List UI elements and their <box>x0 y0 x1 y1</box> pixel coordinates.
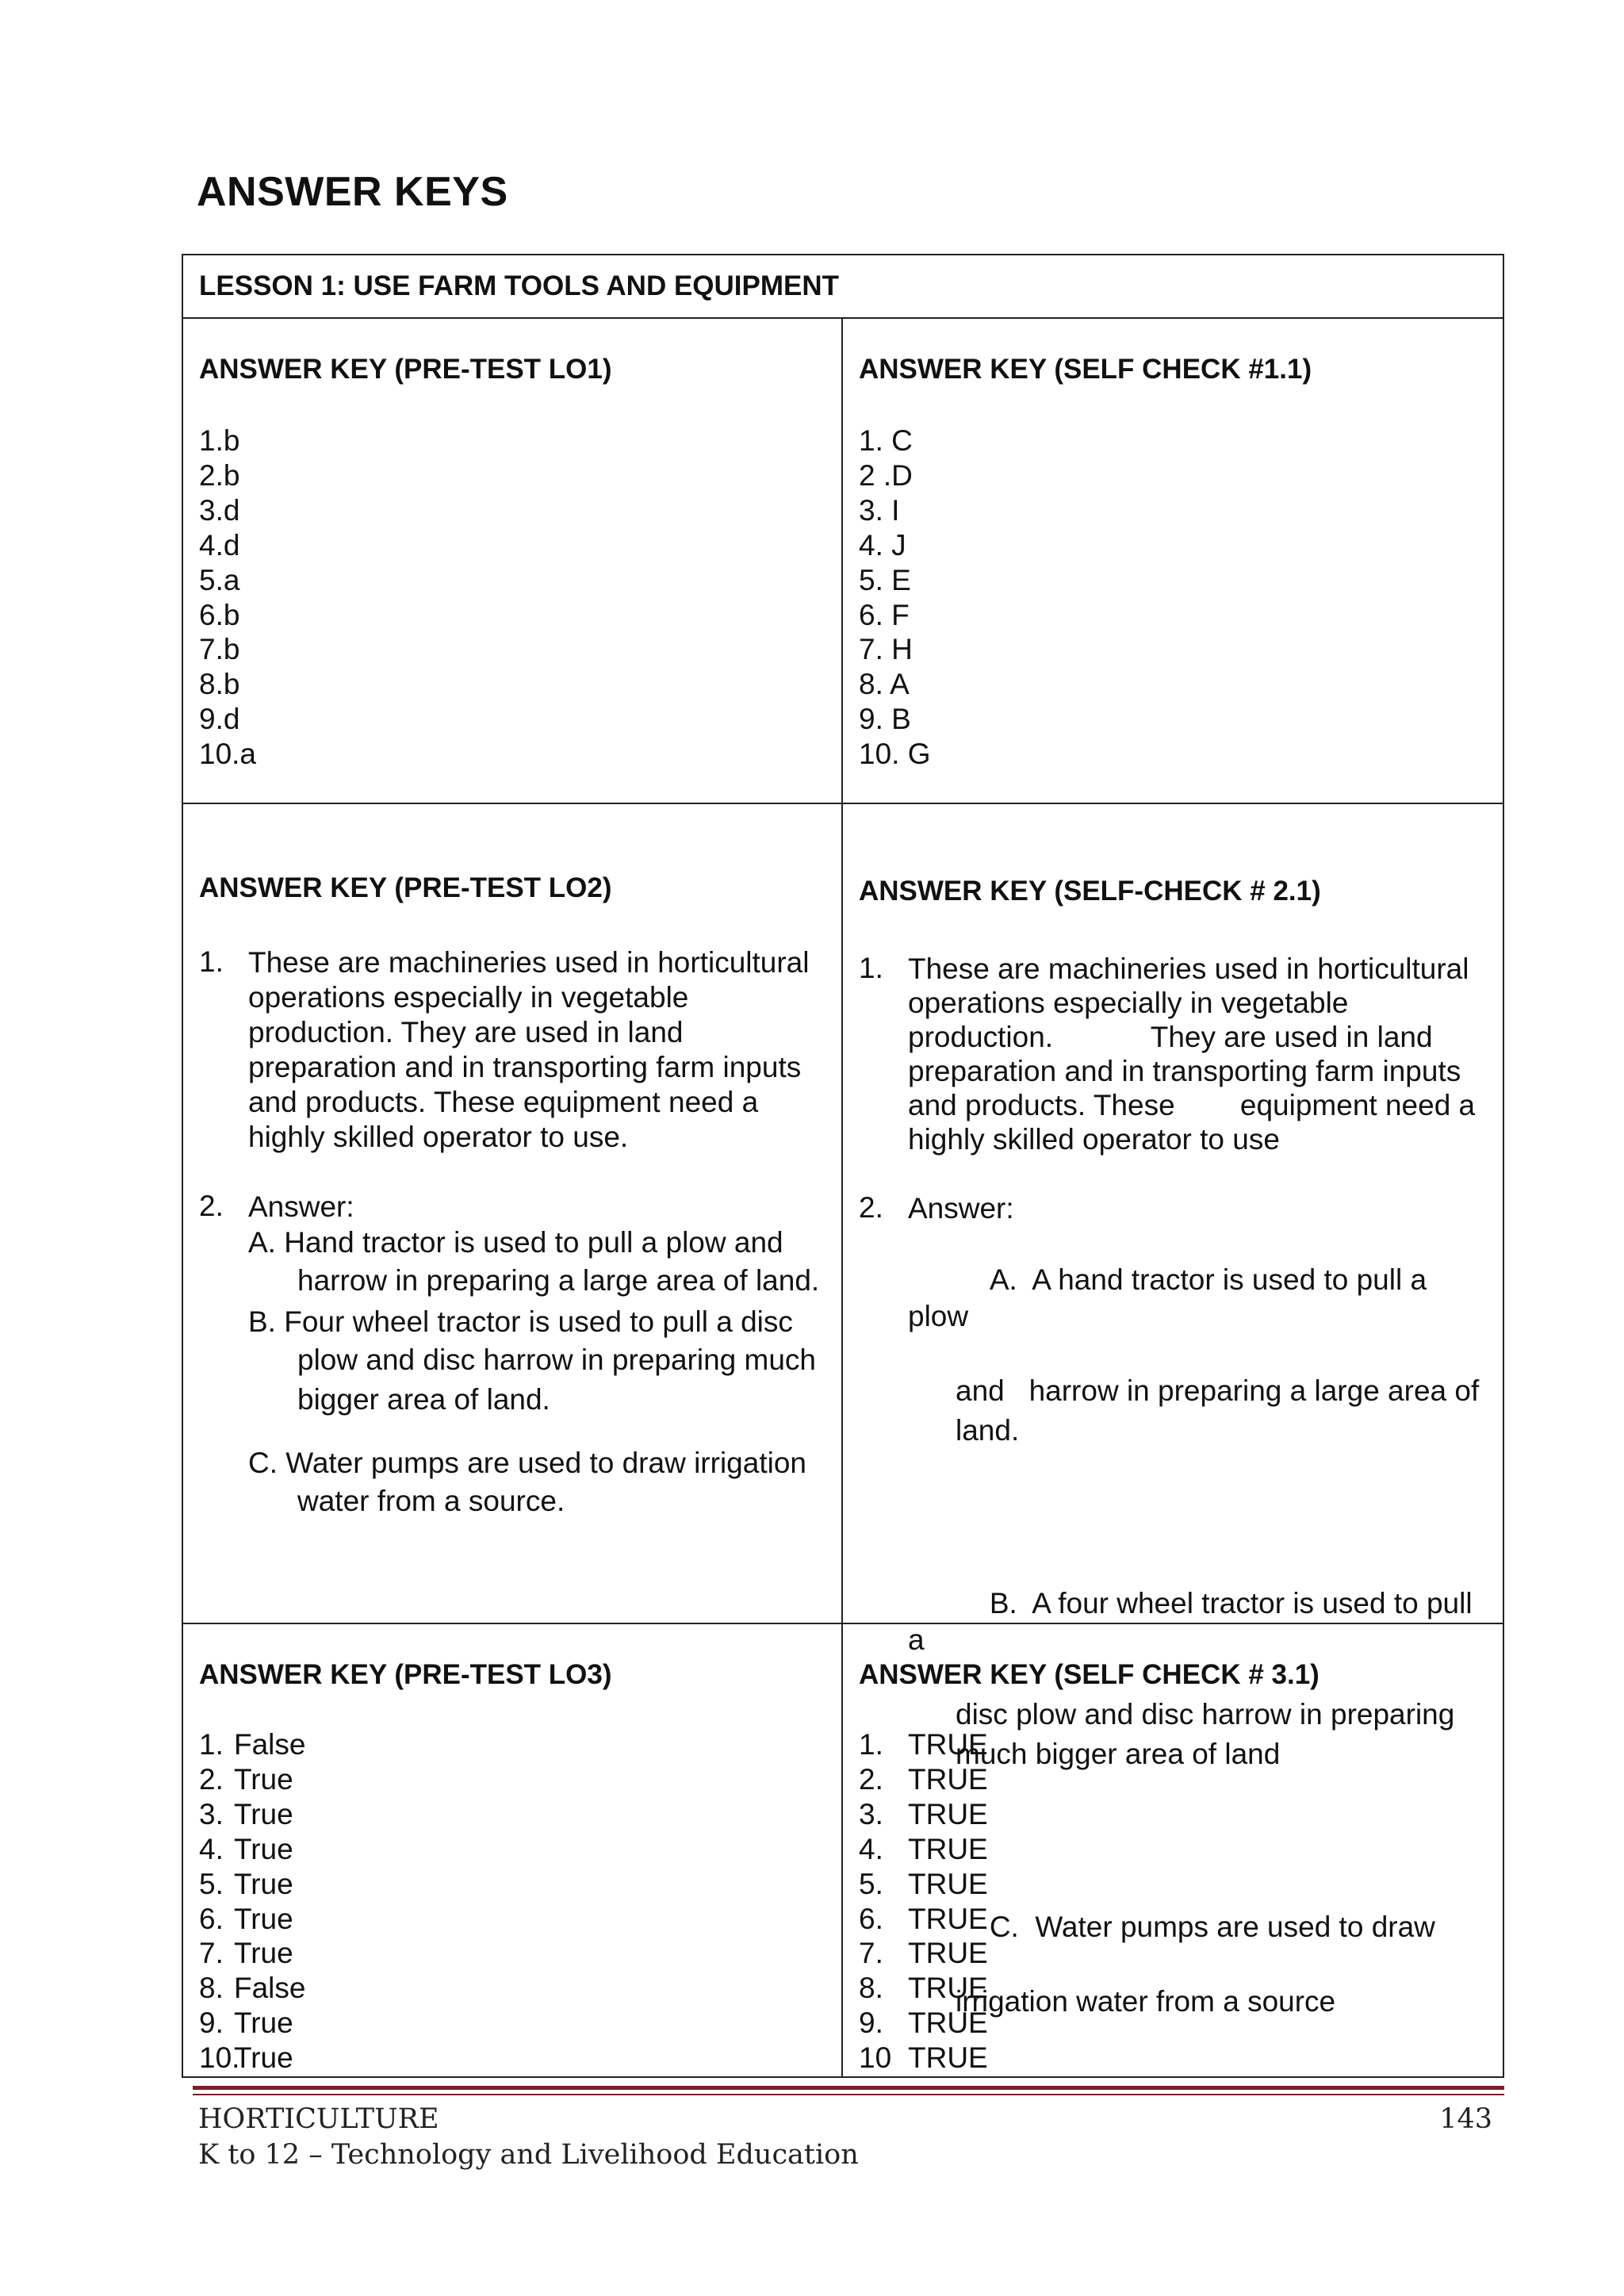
question-1 <box>859 952 1487 1156</box>
selfcheck-3-1-cell <box>843 1624 1503 2076</box>
sub-answer-continuation: harrow in preparing a large area of land. <box>297 1264 820 1297</box>
question-1 <box>199 945 825 1155</box>
item-value: TRUE <box>908 1762 988 1796</box>
lesson-title: LESSON 1: USE FARM TOOLS AND EQUIPMENT <box>183 255 1503 319</box>
list-item: 10. G <box>859 738 931 771</box>
pretest-lo3-cell <box>183 1624 843 2076</box>
question-answer-text: These are machineries used in horticultural operations especially in vegetable production. They are used in land preparation and in transporting farm inputs and products. These equipment need a highly skilled operator to use. <box>248 946 810 1153</box>
list-item <box>199 2006 305 2041</box>
question-number: 2. <box>199 1190 224 1222</box>
sub-answer-a <box>908 1225 1487 1524</box>
list-item: 5. E <box>859 563 911 596</box>
pretest-lo3-answers <box>199 1727 305 2076</box>
item-value: TRUE <box>908 2041 988 2075</box>
list-item: 4. J <box>859 528 906 562</box>
item-value: False <box>234 1728 306 1761</box>
selfcheck-1-1-cell <box>843 319 1503 803</box>
item-value: TRUE <box>908 2007 988 2040</box>
item-number: 1. <box>199 1728 224 1761</box>
item-number: 4. <box>199 1832 224 1865</box>
question-2 <box>859 1191 1487 1225</box>
item-value: True <box>234 2041 293 2075</box>
item-number: 2. <box>859 1762 883 1796</box>
sub-answer-first-line: B. Four wheel tractor is used to pull a disc <box>248 1305 793 1338</box>
list-item: 6. F <box>859 598 910 631</box>
sub-answer-c <box>248 1445 825 1521</box>
sub-answer-continuation: plow and disc harrow in preparing much bigger area of land. <box>297 1343 817 1416</box>
item-number: 1. <box>859 1728 883 1761</box>
item-value: TRUE <box>908 1832 988 1865</box>
pretest-lo2-heading: ANSWER KEY (PRE-TEST LO2) <box>199 872 612 903</box>
item-value: True <box>234 1832 293 1865</box>
item-number: 7. <box>859 1937 883 1970</box>
list-item: 9. B <box>859 703 911 736</box>
sub-answer-first-line: B. A four wheel tractor is used to pull a <box>908 1587 1480 1656</box>
list-item <box>199 1797 305 1832</box>
item-number: 5. <box>859 1867 883 1900</box>
question-number: 1. <box>199 945 224 978</box>
list-item <box>859 1797 988 1832</box>
selfcheck-3-1-heading: ANSWER KEY (SELF CHECK # 3.1) <box>859 1659 1320 1690</box>
list-item <box>199 2041 305 2076</box>
list-item <box>199 1727 305 1762</box>
list-item: 3. I <box>859 493 900 527</box>
list-item <box>859 1971 988 2006</box>
item-number: 8. <box>199 1972 224 2005</box>
answer-row-1 <box>183 319 1503 804</box>
pretest-lo1-cell <box>183 319 843 803</box>
item-number: 7. <box>199 1937 224 1970</box>
page-title: ANSWER KEYS <box>197 169 508 215</box>
sub-answer-first-line: C. Water pumps are used to draw irrigation <box>248 1447 806 1479</box>
sub-answer-b <box>248 1304 825 1420</box>
list-item: 4.d <box>199 528 240 562</box>
question-answer-label: Answer: <box>248 1190 354 1223</box>
list-item <box>199 1867 305 1902</box>
sub-answer-first-line: A. A hand tractor is used to pull a plow <box>908 1263 1435 1332</box>
item-number: 9. <box>199 2007 224 2040</box>
item-value: True <box>234 1762 293 1796</box>
sub-answer-a <box>248 1225 825 1301</box>
list-item <box>859 2041 988 2076</box>
sub-answer-first-line: A. Hand tractor is used to pull a plow and <box>248 1226 783 1259</box>
pretest-lo2-answers <box>199 945 825 1521</box>
item-value: TRUE <box>908 1902 988 1935</box>
list-item <box>199 1971 305 2006</box>
item-value: True <box>234 1797 293 1830</box>
sub-answer-continuation: and harrow in preparing a large area of land. <box>956 1374 1488 1447</box>
item-number: 8. <box>859 1972 883 2005</box>
item-value: TRUE <box>908 1937 988 1970</box>
item-number: 3. <box>199 1797 224 1830</box>
list-item: 9.d <box>199 703 240 736</box>
selfcheck-1-1-heading: ANSWER KEY (SELF CHECK #1.1) <box>859 354 1312 385</box>
list-item <box>859 1832 988 1867</box>
item-number: 10. <box>199 2041 240 2075</box>
list-item <box>199 1832 305 1867</box>
item-value: False <box>234 1972 306 2005</box>
question-2 <box>199 1190 825 1225</box>
item-number: 3. <box>859 1797 883 1830</box>
selfcheck-1-1-answers <box>859 424 931 772</box>
item-number: 5. <box>199 1867 224 1900</box>
list-item: 10.a <box>199 738 257 771</box>
list-item: 7. H <box>859 633 913 666</box>
item-value: TRUE <box>908 1797 988 1830</box>
list-item: 2 .D <box>859 458 913 492</box>
list-item <box>859 1936 988 1971</box>
list-item: 2.b <box>199 458 240 492</box>
list-item: 8. A <box>859 668 910 701</box>
item-value: TRUE <box>908 1867 988 1900</box>
item-value: True <box>234 2007 293 2040</box>
item-number: 2. <box>199 1762 224 1796</box>
answer-row-3 <box>183 1624 1503 2076</box>
list-item <box>199 1936 305 1971</box>
list-item <box>199 1902 305 1937</box>
selfcheck-3-1-answers <box>859 1727 988 2076</box>
sub-answer-continuation: disc plow and disc harrow in preparing much bigger area of land <box>956 1698 1463 1770</box>
page-number: 143 <box>1439 2103 1492 2135</box>
question-answer-text: These are machineries used in horticultural operations especially in vegetable production. They are used in land preparation and in transporting farm inputs and products. These equipment need a highly skilled operator to use <box>908 953 1484 1156</box>
answer-key-table <box>182 254 1504 2078</box>
item-value: TRUE <box>908 1972 988 2005</box>
list-item <box>199 1762 305 1797</box>
list-item: 7.b <box>199 633 240 666</box>
footer-subject: HORTICULTURE <box>198 2103 439 2135</box>
pretest-lo2-cell <box>183 804 843 1623</box>
list-item: 6.b <box>199 598 240 631</box>
item-number: 6. <box>859 1902 883 1935</box>
pretest-lo3-heading: ANSWER KEY (PRE-TEST LO3) <box>199 1659 612 1690</box>
list-item <box>859 1762 988 1797</box>
list-item: 1. C <box>859 424 913 457</box>
list-item: 8.b <box>199 668 240 701</box>
item-value: TRUE <box>908 1728 988 1761</box>
list-item <box>859 1727 988 1762</box>
selfcheck-2-1-heading: ANSWER KEY (SELF-CHECK # 2.1) <box>859 876 1321 907</box>
item-number: 6. <box>199 1902 224 1935</box>
pretest-lo1-answers <box>199 424 256 772</box>
list-item <box>859 1867 988 1902</box>
question-number: 2. <box>859 1191 883 1224</box>
list-item <box>859 2006 988 2041</box>
list-item <box>859 1902 988 1937</box>
item-value: True <box>234 1867 293 1900</box>
item-number: 9. <box>859 2007 883 2040</box>
item-number: 10 <box>859 2041 892 2075</box>
footer-divider <box>193 2086 1504 2095</box>
sub-answer-continuation: water from a source. <box>297 1485 565 1517</box>
sub-answer-continuation: irrigation water from a source <box>956 1985 1336 2018</box>
question-answer-label: Answer: <box>908 1192 1014 1225</box>
item-value: True <box>234 1902 293 1935</box>
pretest-lo1-heading: ANSWER KEY (PRE-TEST LO1) <box>199 354 612 385</box>
item-value: True <box>234 1937 293 1970</box>
list-item: 3.d <box>199 493 240 527</box>
list-item: 5.a <box>199 563 240 596</box>
list-item: 1.b <box>199 424 240 457</box>
sub-answer-first-line: C. Water pumps are used to draw <box>989 1911 1435 1943</box>
footer-course: K to 12 – Technology and Livelihood Education <box>198 2139 859 2171</box>
item-number: 4. <box>859 1832 883 1865</box>
question-number: 1. <box>859 952 883 984</box>
